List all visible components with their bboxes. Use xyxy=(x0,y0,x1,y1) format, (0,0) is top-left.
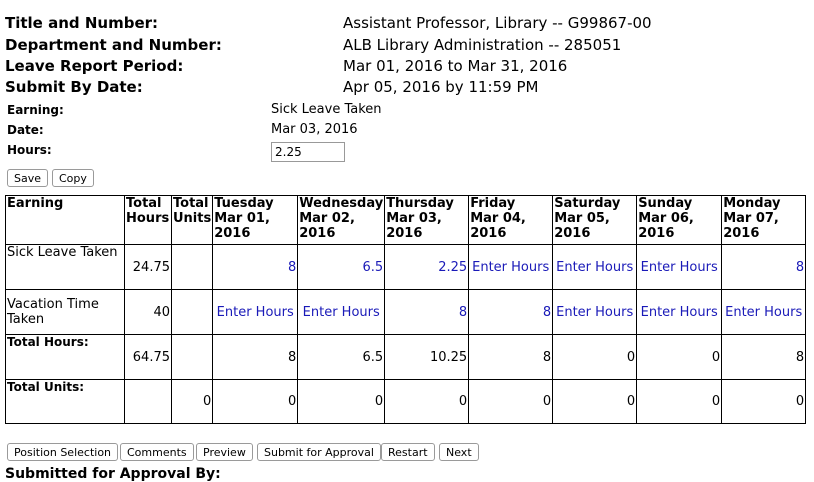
daily-units-cell: 0 xyxy=(298,380,385,424)
hours-link[interactable]: 8 xyxy=(722,245,806,290)
earning-name-cell: Sick Leave Taken xyxy=(6,245,125,290)
day-column-header: Saturday Mar 05, 2016 xyxy=(553,196,637,245)
day-column-header: Sunday Mar 06, 2016 xyxy=(637,196,722,245)
submitted-for-approval-heading: Submitted for Approval By: xyxy=(5,466,221,482)
enter-hours-link[interactable]: Enter Hours xyxy=(637,290,722,335)
table-row xyxy=(6,335,806,380)
hours-link[interactable]: 6.5 xyxy=(298,245,385,290)
total-units-cell: 0 xyxy=(172,380,213,424)
day-column-header: Monday Mar 07, 2016 xyxy=(722,196,806,245)
copy-button[interactable]: Copy xyxy=(52,169,94,187)
total-units-cell xyxy=(172,290,213,335)
submit-by-label: Submit By Date: xyxy=(5,78,143,96)
total-hours-cell xyxy=(125,380,172,424)
enter-hours-link[interactable]: Enter Hours xyxy=(553,245,637,290)
daily-units-cell: 0 xyxy=(469,380,553,424)
daily-total-cell: 8 xyxy=(213,335,298,380)
earning-value: Sick Leave Taken xyxy=(271,102,382,117)
restart-button[interactable]: Restart xyxy=(381,443,435,461)
enter-hours-link[interactable]: Enter Hours xyxy=(553,290,637,335)
total-hours-row-label: Total Hours: xyxy=(6,335,125,380)
total-hours-column-header: Total Hours xyxy=(125,196,172,245)
daily-units-cell: 0 xyxy=(553,380,637,424)
total-units-cell xyxy=(172,245,213,290)
save-button[interactable]: Save xyxy=(7,169,48,187)
hours-link[interactable]: 8 xyxy=(213,245,298,290)
daily-total-cell: 0 xyxy=(637,335,722,380)
daily-total-cell: 6.5 xyxy=(298,335,385,380)
earning-name-cell: Vacation Time Taken xyxy=(6,290,125,335)
daily-units-cell: 0 xyxy=(385,380,469,424)
enter-hours-link[interactable]: Enter Hours xyxy=(298,290,385,335)
daily-units-cell: 0 xyxy=(213,380,298,424)
daily-total-cell: 8 xyxy=(722,335,806,380)
earning-label: Earning: xyxy=(7,103,64,117)
total-hours-cell: 40 xyxy=(125,290,172,335)
date-value: Mar 03, 2016 xyxy=(271,122,358,137)
table-header-row xyxy=(6,196,806,245)
submit-for-approval-button[interactable]: Submit for Approval xyxy=(257,443,381,461)
table-row xyxy=(6,380,806,424)
total-units-column-header: Total Units xyxy=(172,196,213,245)
department-value: ALB Library Administration -- 285051 xyxy=(343,36,622,54)
daily-total-cell: 8 xyxy=(469,335,553,380)
daily-units-cell: 0 xyxy=(722,380,806,424)
total-units-cell xyxy=(172,335,213,380)
leave-period-label: Leave Report Period: xyxy=(5,57,184,75)
table-row xyxy=(6,290,806,335)
total-hours-cell: 64.75 xyxy=(125,335,172,380)
next-button[interactable]: Next xyxy=(439,443,479,461)
title-number-value: Assistant Professor, Library -- G99867-00 xyxy=(343,14,652,32)
enter-hours-link[interactable]: Enter Hours xyxy=(722,290,806,335)
leave-period-value: Mar 01, 2016 to Mar 31, 2016 xyxy=(343,57,568,75)
hours-link[interactable]: 8 xyxy=(469,290,553,335)
date-label: Date: xyxy=(7,123,44,137)
preview-button[interactable]: Preview xyxy=(196,443,253,461)
daily-total-cell: 10.25 xyxy=(385,335,469,380)
day-column-header: Thursday Mar 03, 2016 xyxy=(385,196,469,245)
department-label: Department and Number: xyxy=(5,36,222,54)
enter-hours-link[interactable]: Enter Hours xyxy=(469,245,553,290)
timesheet-table xyxy=(5,195,806,424)
hours-input[interactable] xyxy=(271,142,345,162)
daily-total-cell: 0 xyxy=(553,335,637,380)
table-row xyxy=(6,245,806,290)
enter-hours-link[interactable]: Enter Hours xyxy=(637,245,722,290)
title-number-label: Title and Number: xyxy=(5,14,159,32)
day-column-header: Wednesday Mar 02, 2016 xyxy=(298,196,385,245)
earning-column-header: Earning xyxy=(6,196,125,245)
comments-button[interactable]: Comments xyxy=(120,443,194,461)
hours-link[interactable]: 2.25 xyxy=(385,245,469,290)
day-column-header: Friday Mar 04, 2016 xyxy=(469,196,553,245)
position-selection-button[interactable]: Position Selection xyxy=(7,443,118,461)
day-column-header: Tuesday Mar 01, 2016 xyxy=(213,196,298,245)
total-hours-cell: 24.75 xyxy=(125,245,172,290)
daily-units-cell: 0 xyxy=(637,380,722,424)
hours-link[interactable]: 8 xyxy=(385,290,469,335)
hours-label: Hours: xyxy=(7,143,52,157)
total-units-row-label: Total Units: xyxy=(6,380,125,424)
enter-hours-link[interactable]: Enter Hours xyxy=(213,290,298,335)
submit-by-value: Apr 05, 2016 by 11:59 PM xyxy=(343,78,539,96)
